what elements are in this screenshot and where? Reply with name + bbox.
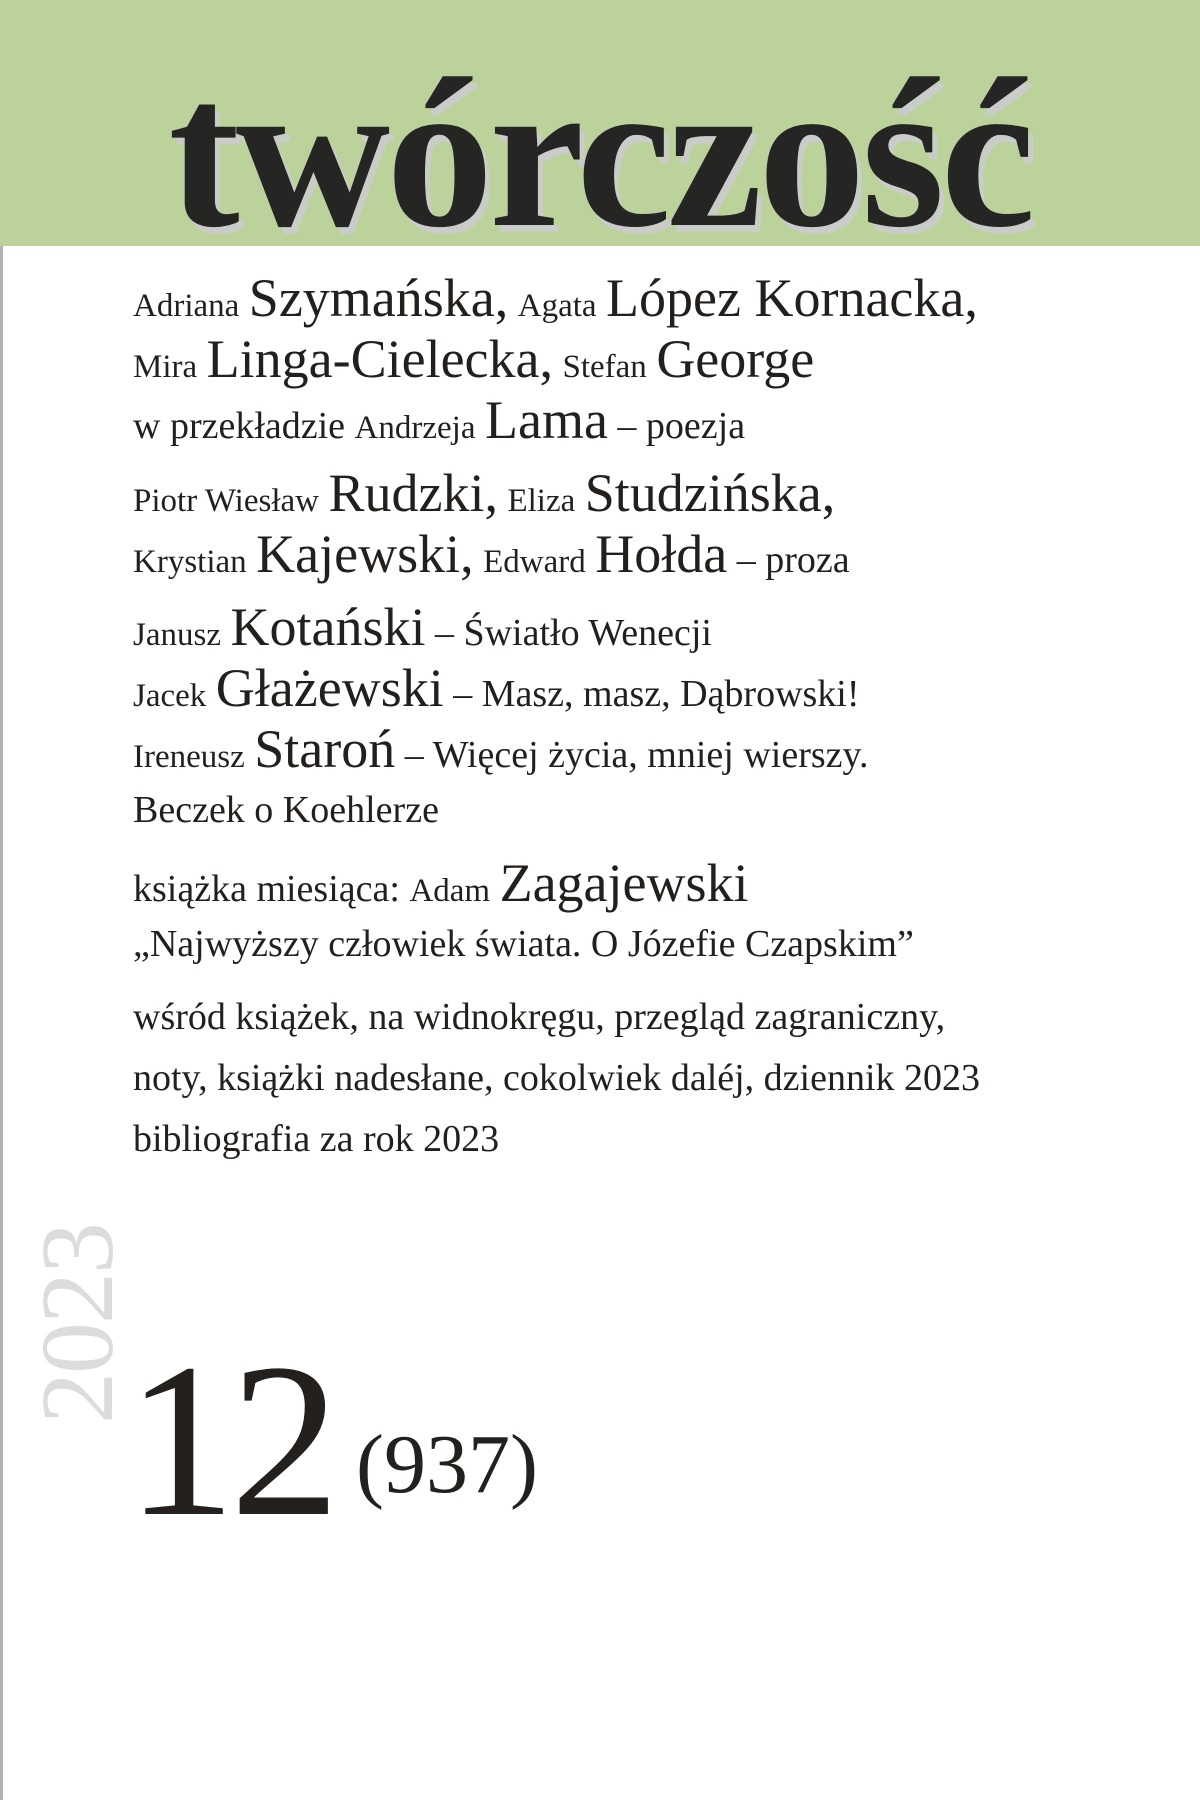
contents-line — [133, 1048, 1173, 1109]
volume-year: 2023 — [20, 1224, 135, 1424]
contents-text: – poezja — [617, 405, 746, 447]
author-surname: Zagajewski — [499, 853, 749, 913]
author-first-name: Krystian — [133, 544, 247, 580]
author-surname: Studzińska, — [584, 463, 836, 523]
issue-block — [126, 1318, 538, 1562]
author-surname: López Kornacka, — [606, 268, 978, 328]
author-first-name: Ireneusz — [133, 739, 245, 775]
contents-text: w przekładzie — [133, 405, 346, 447]
contents-text: książka miesiąca: — [133, 868, 400, 910]
author-surname: Lama — [484, 390, 608, 450]
regular-sections — [133, 987, 1173, 1170]
contents-text: – proza — [736, 539, 850, 581]
contents-line — [133, 914, 1173, 975]
book-of-month-section — [133, 853, 1173, 975]
author-first-name: Adam — [409, 873, 491, 909]
contents-line — [133, 390, 1173, 451]
author-surname: Linga-Cielecka, — [206, 329, 553, 389]
magazine-masthead: twórczość — [168, 35, 1032, 246]
contents-text: wśród książek, na widnokręgu, przegląd zagraniczny, — [133, 996, 946, 1038]
contents-text: noty, książki nadesłane, cokolwiek daléj, dziennik 2023 — [133, 1057, 981, 1099]
author-first-name: Agata — [517, 288, 597, 324]
author-surname: Hołda — [595, 524, 728, 584]
author-surname: Głażewski — [215, 658, 444, 718]
author-surname: George — [656, 329, 815, 389]
issue-number: 12 — [126, 1318, 334, 1562]
contents-text: Beczek o Koehlerze — [133, 789, 439, 831]
contents-text: bibliografia za rok 2023 — [133, 1118, 500, 1160]
contents-line — [133, 719, 1173, 780]
contents-line — [133, 463, 1173, 524]
author-first-name: Andrzeja — [354, 410, 476, 446]
contents-line — [133, 853, 1173, 914]
author-surname: Rudzki, — [328, 463, 498, 523]
author-first-name: Jacek — [133, 678, 207, 714]
contents-line — [133, 329, 1173, 390]
author-first-name: Adriana — [133, 288, 240, 324]
contents-line — [133, 1109, 1173, 1170]
author-surname: Kajewski, — [256, 524, 474, 584]
author-surname: Kotański — [230, 597, 426, 657]
contents-line — [133, 658, 1173, 719]
author-first-name: Stefan — [562, 349, 647, 385]
author-surname: Staroń — [254, 719, 396, 779]
author-first-name: Eliza — [507, 483, 576, 519]
author-first-name: Mira — [133, 349, 198, 385]
contents-text: – Światło Wenecji — [434, 612, 712, 654]
author-first-name: Janusz — [133, 617, 221, 653]
contents-line — [133, 524, 1173, 585]
contents-text: „Najwyższy człowiek świata. O Józefie Czapskim” — [133, 923, 914, 965]
contents-line — [133, 268, 1173, 329]
contents-line — [133, 780, 1173, 841]
author-first-name: Piotr Wiesław — [133, 483, 319, 519]
poetry-section — [133, 268, 1173, 451]
prose-section — [133, 463, 1173, 585]
page-edge — [0, 0, 3, 1800]
masthead-band — [0, 0, 1200, 246]
author-surname: Szymańska, — [248, 268, 509, 328]
contents-line — [133, 597, 1173, 658]
contents-line — [133, 987, 1173, 1048]
essays-section — [133, 597, 1173, 841]
contents-text: – Masz, masz, Dąbrowski! — [453, 673, 860, 715]
table-of-contents — [133, 268, 1173, 1182]
contents-text: – Więcej życia, mniej wierszy. — [404, 734, 869, 776]
cumulative-issue-number: (937) — [356, 1418, 538, 1511]
author-first-name: Edward — [483, 544, 586, 580]
